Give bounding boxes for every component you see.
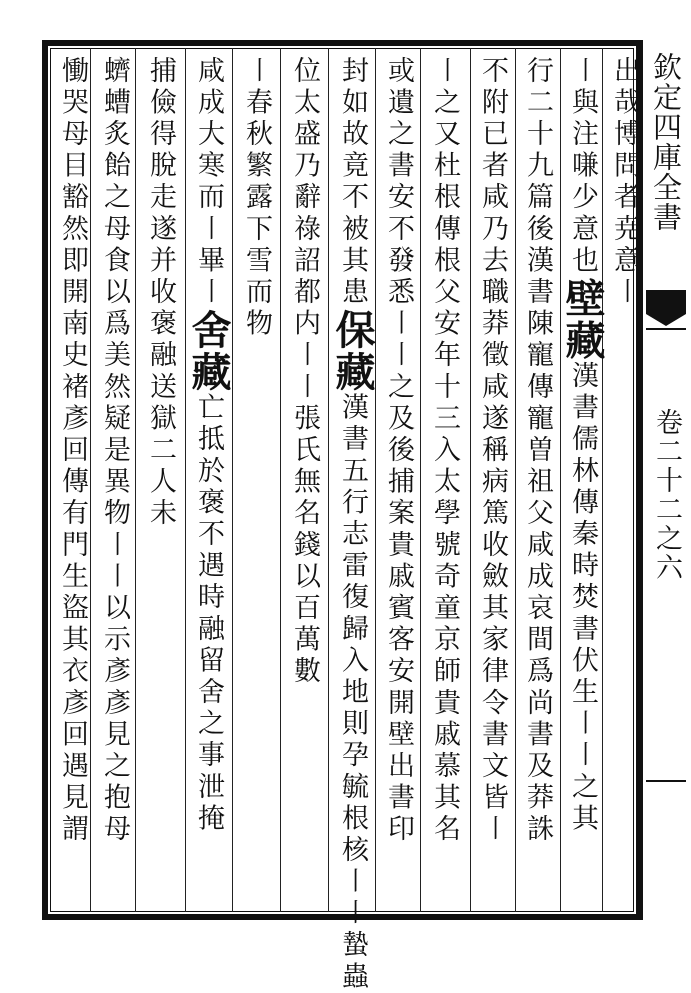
text-column: 〡春秋繁露下雪而物 <box>241 56 272 341</box>
column-rule <box>280 48 281 912</box>
margin-volume: 卷二十二之六 <box>651 408 682 582</box>
text-column: 不附已者咸乃去職莽徵咸遂稱病篤收斂其家律令書文皆〡 <box>477 56 508 846</box>
text-column: 行二十九篇後漢書陳寵傳寵曽祖父咸成哀間爲尚書及莽誅 <box>522 56 553 846</box>
text-column: 蠐螬炙飴之母食以爲美然疑是異物〡〡以示彥彥見之抱母 <box>99 56 130 846</box>
column-rule <box>232 48 233 912</box>
fish-tail-mark <box>646 290 686 314</box>
column-rule <box>135 48 136 912</box>
column-rule <box>515 48 516 912</box>
text-column: 〡之又杜根傳根父安年十三入太學號奇童京師貴戚慕其名 <box>429 56 460 846</box>
text-column: 〡與注嗛少意也壁藏漢書儒林傳秦時焚書伏生〡〡之其 <box>559 56 606 836</box>
column-rule <box>470 48 471 912</box>
column-rule <box>560 48 561 912</box>
entry-heading: 壁藏 <box>559 277 606 362</box>
text-column: 封如故竟不被其患保藏漢書五行志雷復歸入地則孕毓根核〡〡蟄蟲 <box>329 56 376 993</box>
margin-rule <box>646 328 686 330</box>
column-rule <box>185 48 186 912</box>
column-rule <box>602 48 603 912</box>
text-column: 位太盛乃辭祿詔都内〡〡張氏無名錢以百萬數 <box>289 56 320 688</box>
text-column: 或遺之書安不發悉〡〡之及後捕案貴戚賓客安開壁出書印 <box>383 56 414 846</box>
margin-title: 欽定四庫全書 <box>649 52 683 232</box>
column-rule <box>375 48 376 912</box>
text-column: 捕儉得脫走遂并收褒融送獄二人未 <box>145 56 176 530</box>
entry-heading: 舍藏 <box>185 308 232 393</box>
column-rule <box>328 48 329 912</box>
column-rule <box>420 48 421 912</box>
margin-rule-bottom <box>646 780 686 782</box>
text-column: 咸成大寒而〡畢〡舍藏亡抵於褒不遇時融留舍之事泄掩 <box>185 56 232 836</box>
text-column: 慟哭母目豁然即開南史褚彥回傳有門生盜其衣彥回遇見謂 <box>57 56 88 846</box>
text-column: 出哉博問者尭意〡 <box>609 56 640 309</box>
entry-heading: 保藏 <box>329 308 376 393</box>
